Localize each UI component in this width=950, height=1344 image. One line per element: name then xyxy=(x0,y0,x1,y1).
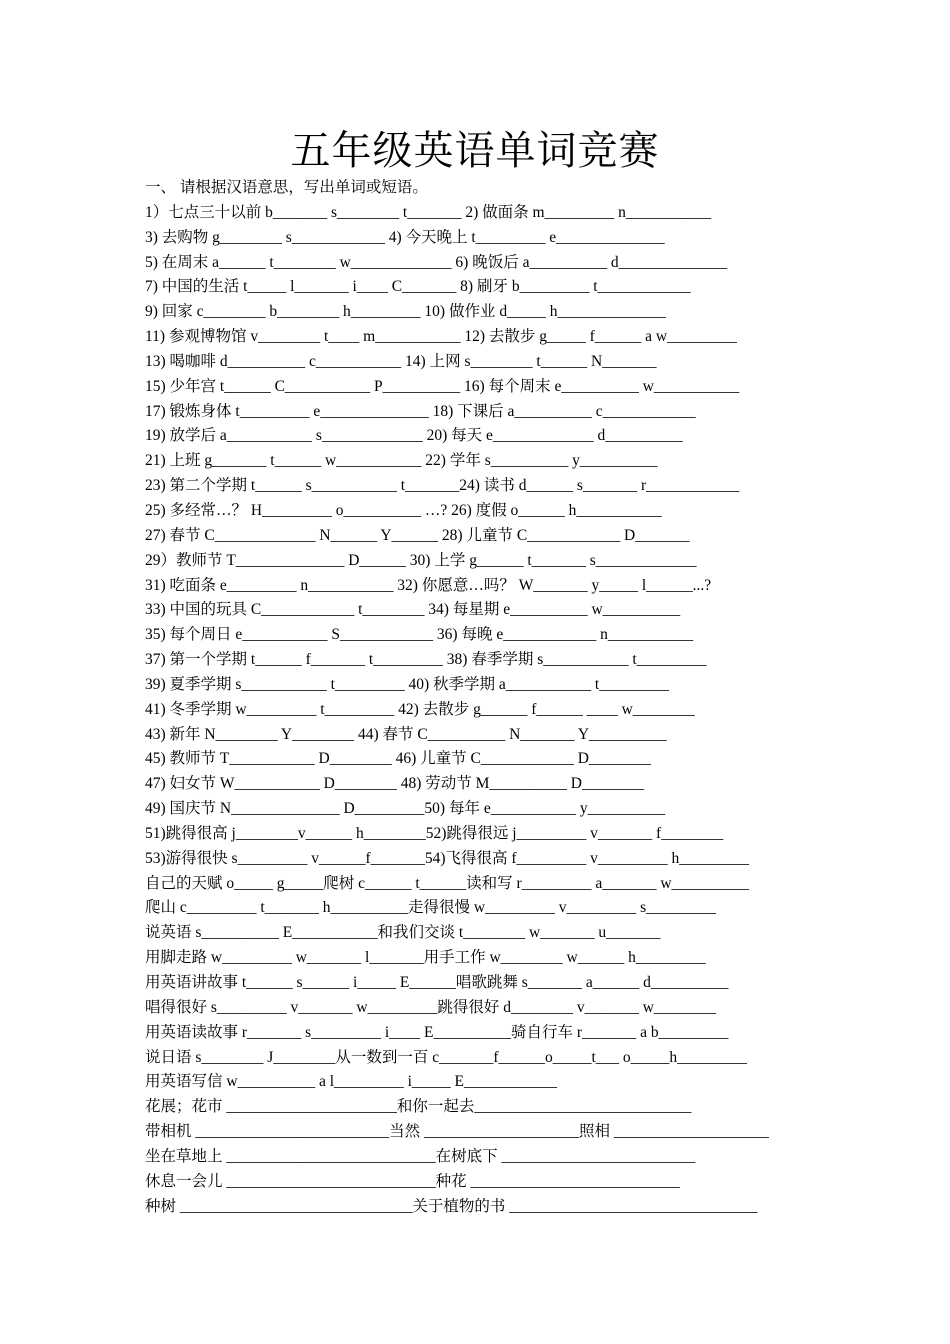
exercise-line: 43) 新年 N________ Y________ 44) 春节 C__________ N_______ Y__________ xyxy=(145,725,667,743)
exercise-line: 27) 春节 C_____________ N______ Y______ 28) 儿童节 C____________ D_______ xyxy=(145,526,690,544)
exercise-line: 21) 上班 g_______ t______ w___________ 22) 学年 s__________ y__________ xyxy=(145,452,658,470)
exercise-line: 45) 教师节 T___________ D________ 46) 儿童节 C____________ D________ xyxy=(145,750,651,768)
exercise-line: 休息一会儿 ___________________________种花 ___________________________ xyxy=(145,1172,680,1190)
exercise-line: 1）七点三十以前 b_______ s________ t_______ 2) 做面条 m_________ n___________ xyxy=(145,203,712,221)
exercise-line: 29）教师节 T______________ D______ 30) 上学 g______ t_______ s_____________ xyxy=(145,551,697,569)
exercise-line: 唱得很好 s_________ v_______ w_________跳得很好 d________ v_______ w________ xyxy=(145,998,716,1016)
exercise-line: 5) 在周末 a______ t________ w_____________ 6) 晚饭后 a__________ d______________ xyxy=(145,253,728,271)
page-title: 五年级英语单词竞赛 xyxy=(290,128,660,174)
exercise-line: 用英语读故事 r_______ s_________ i____ E__________骑自行车 r_______ a b_________ xyxy=(145,1023,729,1041)
exercise-line: 花展；花市 ______________________和你一起去____________________________ xyxy=(145,1098,692,1116)
exercise-line: 7) 中国的生活 t_____ l_______ i____ C_______ 8) 刷牙 b_________ t____________ xyxy=(145,278,691,296)
exercise-line: 35) 每个周日 e___________ S____________ 36) 每晚 e____________ n___________ xyxy=(145,626,694,644)
exercise-line: 51)跳得很高 j________v______ h________52)跳得很远 j_________ v_______ f________ xyxy=(145,824,724,842)
exercise-line: 37) 第一个学期 t______ f_______ t_________ 38) 春季学期 s___________ t_________ xyxy=(145,651,707,669)
exercise-line: 53)游得很快 s_________ v______f_______54)飞得很高 f_________ v_________ h_________ xyxy=(145,849,750,867)
exercise-line: 19) 放学后 a___________ s_____________ 20) 每天 e_____________ d__________ xyxy=(145,427,683,445)
exercise-line: 9) 回家 c________ b________ h_________ 10) 做作业 d_____ h______________ xyxy=(145,303,666,321)
exercise-line: 15) 少年宫 t______ C___________ P__________ 16) 每个周末 e__________ w___________ xyxy=(145,377,740,395)
exercise-line: 用英语写信 w__________ a l_________ i_____ E____________ xyxy=(145,1073,558,1091)
exercise-line: 11) 参观博物馆 v________ t____ m___________ 12) 去散步 g_____ f______ a w_________ xyxy=(145,328,737,346)
exercise-line: 3) 去购物 g________ s____________ 4) 今天晚上 t_________ e______________ xyxy=(145,228,665,246)
exercise-line: 坐在草地上 ___________________________在树底下 _________________________ xyxy=(145,1147,696,1165)
exercise-line: 31) 吃面条 e_________ n___________ 32) 你愿意…吗？ W_______ y_____ l______...? xyxy=(145,576,712,594)
exercise-line: 41) 冬季学期 w_________ t_________ 42) 去散步 g______ f______ ____ w________ xyxy=(145,700,695,718)
exercise-line: 爬山 c_________ t_______ h__________走得很慢 w_________ v_________ s_________ xyxy=(145,899,716,917)
exercise-line: 25) 多经常…？ H_________ o__________ …? 26) 度假 o______ h___________ xyxy=(145,501,662,519)
exercise-line: 说英语 s__________ E___________和我们交谈 t________ w_______ u_______ xyxy=(145,924,661,942)
exercise-line: 39) 夏季学期 s___________ t_________ 40) 秋季学期 a___________ t_________ xyxy=(145,675,669,693)
exercise-line: 13) 喝咖啡 d__________ c___________ 14) 上网 s________ t______ N_______ xyxy=(145,352,657,370)
exercise-line: 带相机 _________________________当然 ____________________照相 ____________________ xyxy=(145,1123,769,1141)
exercise-line: 用英语讲故事 t______ s______ i_____ E______唱歌跳舞 s_______ a______ d__________ xyxy=(145,974,729,991)
exercise-line: 用脚走路 w_________ w_______ l_______用手工作 w________ w______ h_________ xyxy=(145,949,706,967)
exercise-line: 种树 ______________________________关于植物的书 ________________________________ xyxy=(145,1197,758,1215)
exercise-line: 47) 妇女节 W___________ D________ 48) 劳动节 M__________ D________ xyxy=(145,775,644,793)
exercise-line: 17) 锻炼身体 t_________ e______________ 18) 下课后 a__________ c____________ xyxy=(145,402,696,420)
exercise-list xyxy=(145,176,935,1219)
exercise-line: 33) 中国的玩具 C____________ t________ 34) 每星期 e__________ w__________ xyxy=(145,601,681,619)
exercise-line: 说日语 s________ J________从一数到一百 c_______f______o_____t___ o_____h_________ xyxy=(145,1048,747,1066)
exercise-line: 49) 国庆节 N______________ D_________50) 每年 e___________ y__________ xyxy=(145,800,666,818)
exercise-line: 自己的天赋 o_____ g_____爬树 c______ t______读和写 r_________ a_______ w__________ xyxy=(145,874,750,892)
exercise-line: 23) 第二个学期 t______ s___________ t_______24) 读书 d______ s_______ r____________ xyxy=(145,477,740,495)
section-heading: 一、 请根据汉语意思，写出单词或短语。 xyxy=(145,179,428,196)
